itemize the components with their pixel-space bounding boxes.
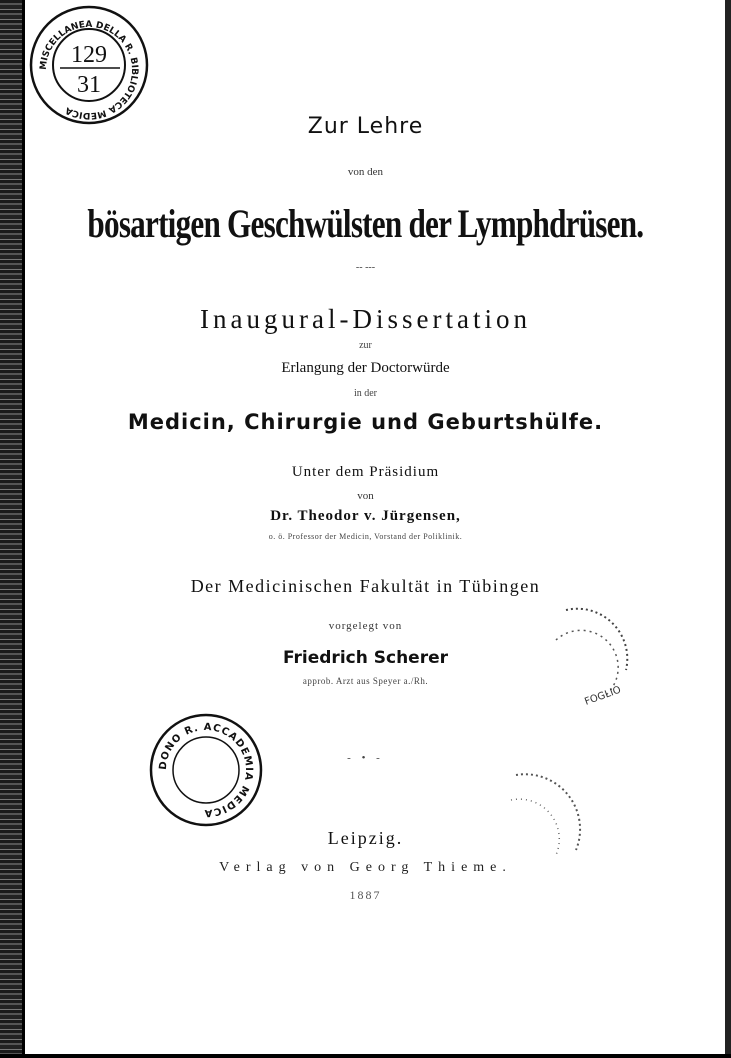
dissertation-erlangung: Erlangung der Doctorwürde: [281, 360, 450, 376]
main-title: bösartigen Geschwülsten der Lymphdrüsen.: [87, 201, 644, 246]
academy-stamp: [146, 710, 266, 830]
ornament-divider-top: -- ---: [355, 262, 376, 273]
dissertation-in-der: in der: [353, 388, 378, 399]
library-stamp-subnumber: 31: [77, 72, 101, 98]
title-line-2: von den: [347, 166, 384, 178]
title-line-1: Zur Lehre: [307, 114, 424, 139]
scan-bottom-edge: [0, 1054, 731, 1058]
library-stamp-number: 129: [71, 42, 107, 68]
imprint-year: 1887: [349, 888, 382, 902]
dissertation-faculties: Medicin, Chirurgie und Geburtshülfe.: [127, 410, 604, 434]
presidium-name: Dr. Theodor v. Jürgensen,: [270, 508, 461, 524]
presidium-title: o. ö. Professor der Medicin, Vorstand der Poliklinik.: [268, 532, 463, 541]
author-name: Friedrich Scherer: [283, 648, 448, 668]
presidium-von: von: [357, 490, 374, 502]
imprint-publisher: Verlag von Georg Thieme.: [219, 860, 512, 875]
library-stamp-ring-text: MISCELLANEA DELLA R. BIBLIOTECA MEDICA: [38, 19, 140, 121]
imprint-place: Leipzig.: [327, 828, 404, 848]
author-vorgelegt: vorgelegt von: [328, 620, 403, 632]
author-note: approb. Arzt aus Speyer a./Rh.: [302, 676, 429, 686]
faint-stamp: [536, 600, 632, 720]
dissertation-heading: Inaugural-Dissertation: [200, 304, 531, 334]
ornament-divider-bottom: - • -: [347, 752, 384, 764]
faint-stamp-text: FOGLIO: [583, 684, 623, 708]
library-stamp: [24, 0, 154, 125]
faculty-line: Der Medicinischen Fakultät in Tübingen: [190, 576, 541, 596]
presidium-label: Unter dem Präsidium: [291, 464, 440, 480]
dissertation-zur: zur: [359, 340, 372, 351]
faint-stamp-lower: [506, 770, 586, 860]
academy-stamp-ring-text: DONO R. ACCADEMIA MEDICA: [157, 721, 255, 819]
